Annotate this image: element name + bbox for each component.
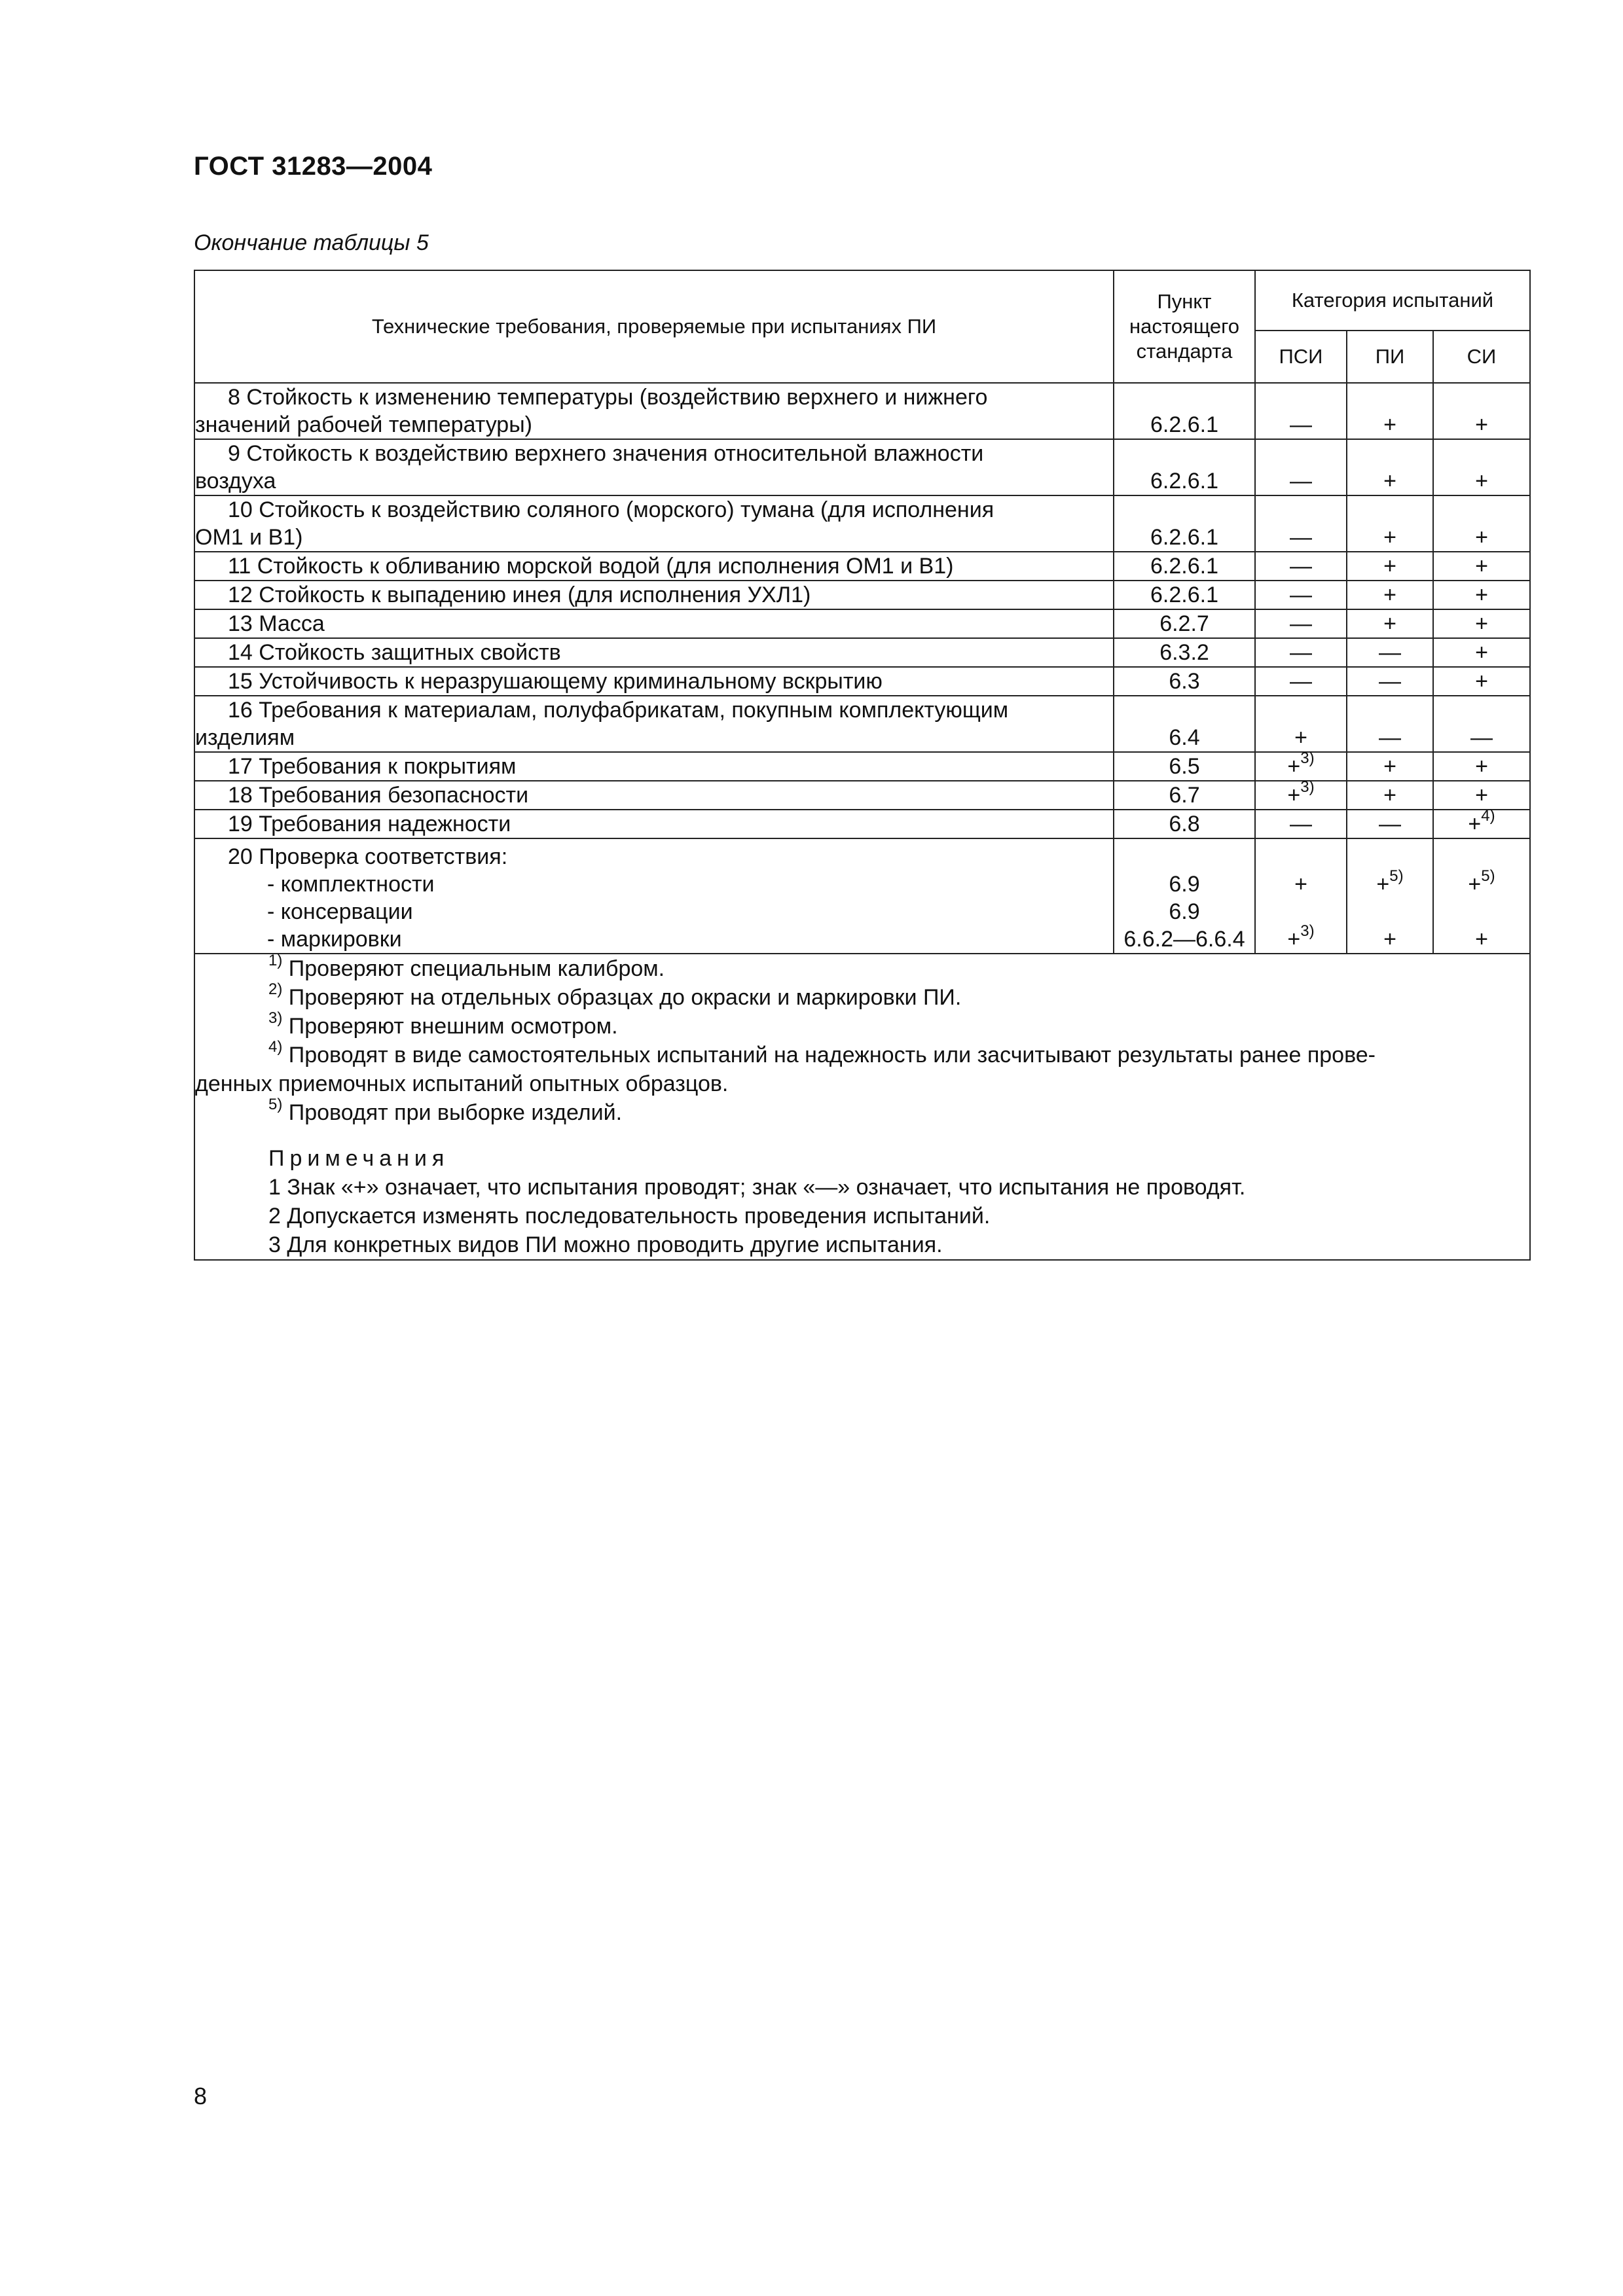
requirement-text-cont: значений рабочей температуры) — [195, 412, 532, 437]
mark: + — [1475, 640, 1488, 665]
si-cell — [1433, 806, 1530, 838]
mark: + — [1294, 872, 1307, 897]
requirement-cell — [194, 383, 1114, 439]
mark: + — [1475, 754, 1488, 779]
requirement-cell — [194, 439, 1114, 495]
mark: + — [1383, 754, 1396, 779]
requirement-cell — [194, 638, 1114, 667]
mark: + — [1383, 583, 1396, 607]
pi-cell — [1347, 752, 1433, 781]
mark: + — [1475, 611, 1488, 636]
clause-cell: 6.5 — [1114, 752, 1255, 781]
requirement-cell — [194, 609, 1114, 638]
header-clause-line: настоящего — [1129, 315, 1239, 338]
row-20-requirement — [194, 838, 1114, 954]
mark: — — [1290, 611, 1312, 636]
psi-cell — [1255, 638, 1347, 667]
note: 1 Знак «+» означает, что испытания проводят; знак «—» означает, что испытания не проводят. — [268, 1175, 1246, 1200]
requirement-text: 11 Стойкость к обливанию морской водой (для исполнения ОМ1 и В1) — [228, 554, 954, 579]
mark: — — [1290, 583, 1312, 607]
table-row — [194, 696, 1530, 752]
psi-cell — [1255, 581, 1347, 609]
mark: — — [1379, 640, 1401, 665]
requirement-text: 18 Требования безопасности — [228, 783, 529, 808]
footnote — [195, 1095, 1529, 1127]
table-row — [194, 439, 1530, 495]
requirement-cell — [194, 696, 1114, 752]
requirement-cell — [194, 781, 1114, 810]
requirement-text: 14 Стойкость защитных свойств — [228, 640, 561, 665]
mark: + — [1475, 669, 1488, 694]
mark: + — [1475, 469, 1488, 493]
document-id: ГОСТ 31283—2004 — [194, 152, 433, 181]
footnotes — [195, 951, 1529, 1127]
mark-footnote: 3) — [1300, 922, 1315, 940]
clause-cell: 6.4 — [1114, 696, 1255, 752]
mark: — — [1290, 412, 1312, 437]
row-20-si — [1433, 838, 1530, 954]
clause-cell: 6.3.2 — [1114, 638, 1255, 667]
psi-cell — [1255, 439, 1347, 495]
clause-cell: 6.2.7 — [1114, 609, 1255, 638]
mark: — — [1290, 669, 1312, 694]
header-pi: ПИ — [1347, 331, 1433, 383]
table-body — [194, 383, 1530, 838]
si-cell — [1433, 552, 1530, 581]
mark: + — [1287, 783, 1301, 808]
row-20-clause: 6.6.2—6.6.4 — [1123, 927, 1245, 952]
requirement-cell — [194, 581, 1114, 609]
requirement-text: 17 Требования к покрытиям — [228, 754, 517, 779]
mark: + — [1475, 554, 1488, 579]
footnote — [195, 1009, 1529, 1041]
footnote-text-cont: денных приемочных испытаний опытных образцов. — [195, 1071, 729, 1096]
requirements-table — [194, 270, 1531, 1261]
footnotes-cell — [194, 951, 1530, 1260]
footnote-mark: 4) — [268, 1037, 283, 1056]
mark: + — [1383, 783, 1396, 808]
footnote-mark: 1) — [268, 951, 283, 969]
requirement-cell — [194, 752, 1114, 781]
header-clause — [1114, 270, 1255, 383]
requirement-text: 9 Стойкость к воздействию верхнего значения относительной влажности — [228, 441, 984, 466]
mark: — — [1290, 525, 1312, 550]
mark: — — [1290, 469, 1312, 493]
row-20-psi — [1255, 838, 1347, 954]
mark: + — [1376, 872, 1390, 897]
pi-cell — [1347, 781, 1433, 810]
pi-cell — [1347, 383, 1433, 439]
si-cell — [1433, 752, 1530, 781]
si-cell — [1433, 581, 1530, 609]
mark-footnote: 3) — [1300, 749, 1315, 767]
table-row — [194, 752, 1530, 781]
header-clause-line: стандарта — [1136, 340, 1233, 363]
requirement-cell — [194, 667, 1114, 696]
pi-cell — [1347, 810, 1433, 838]
mark: + — [1294, 725, 1307, 750]
si-cell — [1433, 439, 1530, 495]
table-row — [194, 495, 1530, 552]
mark: — — [1379, 669, 1401, 694]
psi-cell — [1255, 667, 1347, 696]
row-20-pi — [1347, 838, 1433, 954]
mark-footnote: 5) — [1389, 867, 1404, 885]
mark: — — [1470, 725, 1493, 750]
mark: — — [1290, 812, 1312, 836]
psi-cell — [1255, 495, 1347, 552]
notes-heading: Примечания — [268, 1146, 450, 1171]
requirement-text-cont: ОМ1 и В1) — [195, 525, 303, 550]
requirement-text: 8 Стойкость к изменению температуры (воздействию верхнего и нижнего — [228, 385, 988, 410]
si-cell — [1433, 609, 1530, 638]
pi-cell — [1347, 495, 1433, 552]
mark: + — [1383, 611, 1396, 636]
clause-cell: 6.2.6.1 — [1114, 495, 1255, 552]
clause-cell: 6.8 — [1114, 810, 1255, 838]
footnote-mark: 2) — [268, 980, 283, 998]
si-cell — [1433, 383, 1530, 439]
footnote-text: Проводят при выборке изделий. — [288, 1100, 623, 1125]
mark: + — [1287, 754, 1301, 779]
table-row — [194, 638, 1530, 667]
si-cell — [1433, 667, 1530, 696]
mark: — — [1290, 640, 1312, 665]
requirement-text-cont: воздуха — [195, 469, 276, 493]
table-row — [194, 667, 1530, 696]
header-psi: ПСИ — [1255, 331, 1347, 383]
psi-cell — [1255, 810, 1347, 838]
requirement-text: 19 Требования надежности — [228, 812, 511, 836]
clause-cell: 6.2.6.1 — [1114, 552, 1255, 581]
table-row — [194, 383, 1530, 439]
requirement-text-cont: изделиям — [195, 725, 295, 750]
mark: + — [1383, 469, 1396, 493]
requirement-text: 15 Устойчивость к неразрушающему криминальному вскрытию — [228, 669, 883, 694]
pi-cell — [1347, 581, 1433, 609]
mark: + — [1475, 525, 1488, 550]
psi-cell — [1255, 778, 1347, 810]
clause-cell: 6.2.6.1 — [1114, 383, 1255, 439]
table-row — [194, 581, 1530, 609]
mark: + — [1475, 412, 1488, 437]
table-row — [194, 609, 1530, 638]
header-clause-line: Пункт — [1157, 290, 1212, 313]
requirement-cell — [194, 495, 1114, 552]
header-category: Категория испытаний — [1255, 270, 1530, 331]
row-20-item: - консервации — [267, 899, 413, 924]
mark: + — [1383, 554, 1396, 579]
psi-cell — [1255, 609, 1347, 638]
mark: + — [1475, 583, 1488, 607]
psi-cell — [1255, 552, 1347, 581]
row-20-item: - маркировки — [267, 927, 402, 952]
pi-cell — [1347, 439, 1433, 495]
footnote-text: Проверяют специальным калибром. — [288, 956, 665, 981]
requirement-text: 10 Стойкость к воздействию соляного (морского) тумана (для исполнения — [228, 497, 994, 522]
requirement-text: 13 Масса — [228, 611, 325, 636]
si-cell — [1433, 638, 1530, 667]
note: 3 Для конкретных видов ПИ можно проводить другие испытания. — [268, 1232, 943, 1257]
mark: + — [1468, 812, 1482, 836]
mark-footnote: 4) — [1481, 806, 1495, 825]
footnotes-row — [194, 954, 1530, 1260]
header-row — [194, 270, 1530, 331]
psi-cell — [1255, 749, 1347, 781]
mark: + — [1475, 927, 1488, 952]
pi-cell — [1347, 638, 1433, 667]
mark-footnote: 5) — [1481, 867, 1495, 885]
footnote-mark: 3) — [268, 1009, 283, 1027]
table-caption: Окончание таблицы 5 — [194, 230, 429, 255]
footnote-mark: 5) — [268, 1095, 283, 1113]
pi-cell — [1347, 696, 1433, 752]
pi-cell — [1347, 609, 1433, 638]
mark-footnote: 3) — [1300, 778, 1315, 796]
clause-cell: 6.3 — [1114, 667, 1255, 696]
mark: + — [1468, 872, 1482, 897]
footnote-text: Проверяют внешним осмотром. — [288, 1014, 618, 1039]
mark: — — [1290, 554, 1312, 579]
header-si: СИ — [1433, 331, 1530, 383]
row-20-clause: 6.9 — [1169, 872, 1200, 897]
psi-cell — [1255, 383, 1347, 439]
mark: + — [1383, 927, 1396, 952]
note: 2 Допускается изменять последовательность проведения испытаний. — [268, 1204, 991, 1229]
table-row — [194, 810, 1530, 838]
mark: + — [1287, 927, 1301, 952]
mark: — — [1379, 725, 1401, 750]
page-number: 8 — [194, 2083, 208, 2109]
mark: + — [1383, 525, 1396, 550]
requirement-cell — [194, 552, 1114, 581]
mark: + — [1383, 412, 1396, 437]
clause-cell: 6.2.6.1 — [1114, 439, 1255, 495]
row-20-item: - комплектности — [267, 872, 435, 897]
footnote — [195, 1037, 1529, 1098]
requirement-text: 16 Требования к материалам, полуфабрикатам, покупным комплектующим — [228, 698, 1009, 723]
row-20-clause: 6.9 — [1169, 899, 1200, 924]
si-cell — [1433, 495, 1530, 552]
header-requirements: Технические требования, проверяемые при испытаниях ПИ — [194, 270, 1114, 383]
footnote-text: Проверяют на отдельных образцах до окраски и маркировки ПИ. — [288, 985, 962, 1010]
si-cell — [1433, 696, 1530, 752]
pi-cell — [1347, 667, 1433, 696]
footnote — [195, 980, 1529, 1012]
mark: — — [1379, 812, 1401, 836]
requirement-text: 12 Стойкость к выпадению инея (для исполнения УХЛ1) — [228, 583, 811, 607]
footnote — [195, 951, 1529, 983]
row-20-clauses — [1114, 838, 1255, 954]
clause-cell: 6.2.6.1 — [1114, 581, 1255, 609]
table-row — [194, 552, 1530, 581]
pi-cell — [1347, 552, 1433, 581]
clause-cell: 6.7 — [1114, 781, 1255, 810]
psi-cell — [1255, 696, 1347, 752]
mark: + — [1475, 783, 1488, 808]
table-row — [194, 781, 1530, 810]
footnote-text: Проводят в виде самостоятельных испытаний на надежность или засчитывают результаты ранее прове- — [288, 1043, 1376, 1067]
requirement-cell — [194, 810, 1114, 838]
row-20-title: 20 Проверка соответствия: — [228, 844, 508, 869]
table-row-20 — [194, 838, 1530, 954]
si-cell — [1433, 781, 1530, 810]
